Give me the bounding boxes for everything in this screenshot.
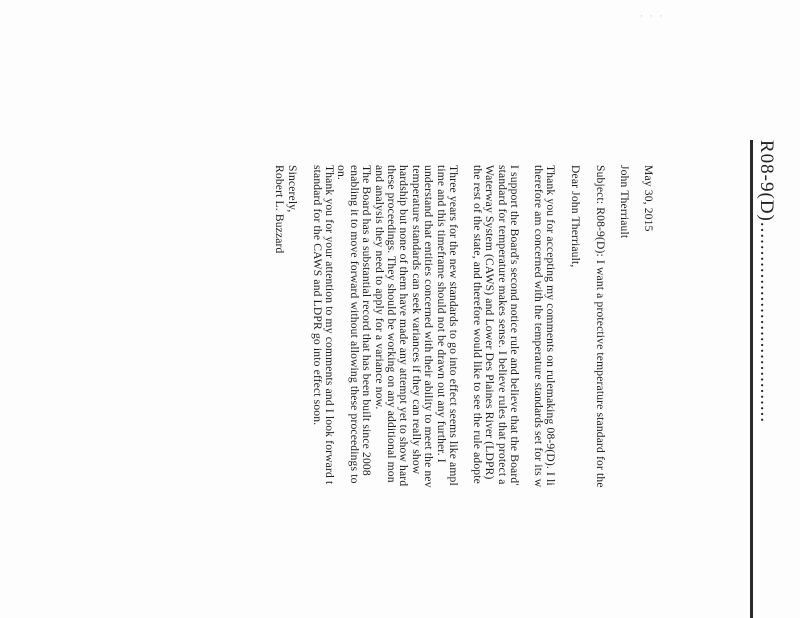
header-rule — [750, 140, 753, 618]
paragraph-line: time and this timeframe should not be drawn out any further. I — [434, 165, 448, 463]
paragraph-3 — [372, 165, 459, 488]
closing: Sincerely, — [286, 165, 299, 213]
subject-line: Subject: R08-9(D): I want a protective temperature standard for the — [594, 165, 607, 488]
scan-specks: · · · — [640, 12, 665, 22]
paragraph-line: the rest of the state, and therefore would like to see the rule adopte — [470, 165, 484, 484]
paragraph-line: Three years for the new standards to go into effect seems like ampl — [447, 165, 460, 486]
paragraph-line: hardship but none of them have made any attempt yet to show hard — [397, 165, 411, 487]
paragraph-line: standard for temperature makes sense. I believe rules that protect a — [495, 165, 509, 485]
signature-name: Robert L. Buzzard — [273, 165, 286, 254]
recipient-name: John Therriault — [618, 165, 631, 239]
paragraph-4 — [335, 165, 372, 484]
paragraph-line: understand that entities concerned with their ability to meet the nev — [422, 165, 436, 488]
paragraph-line: Thank you for accepting my comments on rulemaking 08-9(D). I li — [544, 165, 557, 486]
paragraph-line: therefore am concerned with the temperature standards set for its w — [531, 165, 545, 488]
greeting: Dear John Therriault, — [569, 165, 582, 268]
paragraph-line: Thank you for your attention to my comments and I look forward t — [323, 165, 336, 485]
letter-date: May 30, 2015 — [642, 165, 655, 232]
paragraph-line: and analysis they need to apply for a variance now. — [372, 165, 386, 410]
paragraph-line: temperature standards can seek variances if they can really show — [409, 165, 423, 475]
paragraph-line: these proceedings. They should be working on any additional mon — [384, 165, 398, 483]
paragraph-line: Waterway System (CAWS) and Lower Des Plaines River (LDPR) — [483, 165, 497, 480]
paragraph-2 — [470, 165, 520, 486]
docket-header: R08-9(D)................................... — [756, 140, 777, 424]
paragraph-line: enabling it to move forward without allowing these proceedings to — [347, 165, 361, 484]
paragraph-line: on. — [335, 165, 349, 180]
paragraph-line: standard for the CAWS and LDPR go into effect soon. — [310, 165, 324, 426]
paragraph-1 — [531, 165, 556, 487]
paragraph-line: I support the Board's second notice rule and believe that the Board' — [508, 165, 521, 486]
paragraph-line: The Board has a substantial record that has been built since 2008 — [360, 165, 373, 476]
paragraph-5 — [310, 165, 335, 484]
